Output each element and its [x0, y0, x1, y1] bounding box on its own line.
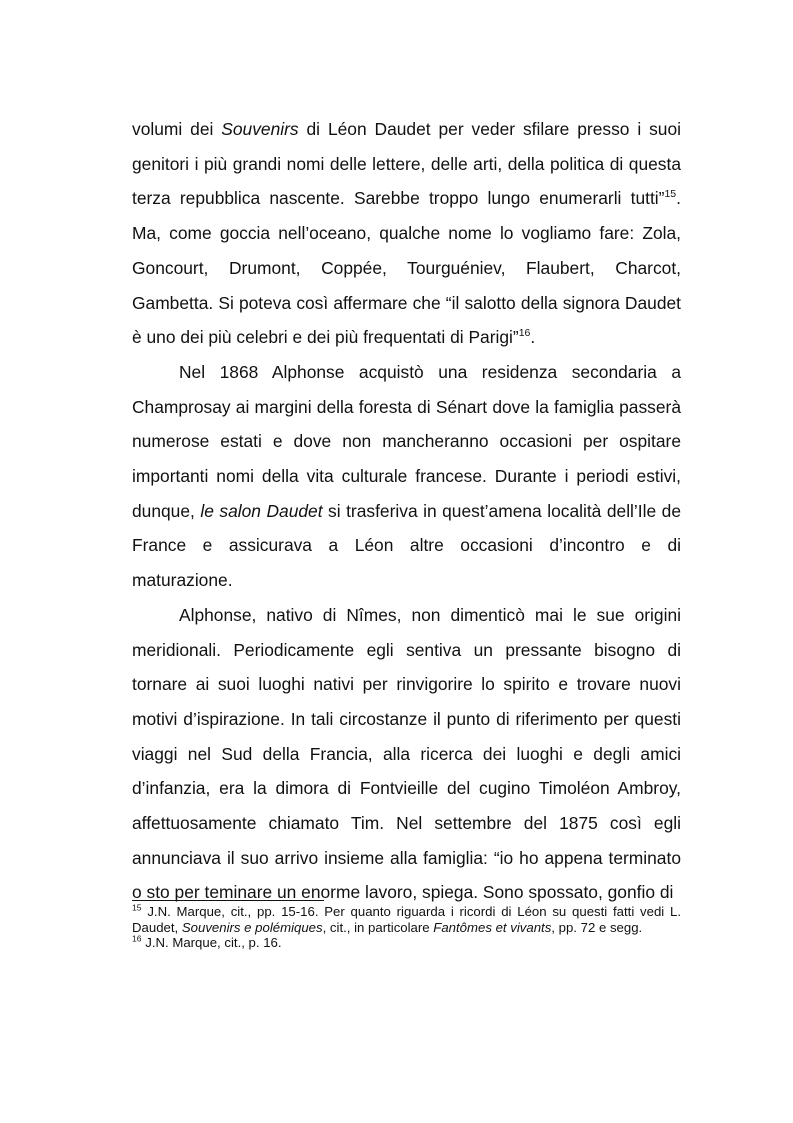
footnote-15 — [132, 904, 681, 935]
footnote-15-emphasis-1: Souvenirs e polémiques — [181, 919, 323, 935]
p2-text-b: si trasferiva in quest’amena località dell’Ile de France e assicurava a Léon altre occasioni d’incontro e di maturazione. — [132, 500, 681, 591]
paragraph-2 — [132, 355, 681, 598]
footnote-15-text-c: , pp. 72 e segg. — [551, 919, 643, 935]
p1-text-a: volumi dei — [132, 119, 222, 139]
footnote-separator — [132, 900, 324, 901]
paragraph-1 — [132, 112, 681, 355]
p2-text-a: Nel 1868 Alphonse acquistò una residenza secondaria a Champrosay ai margini della foresta di Sénart dove la famiglia passerà numerose estati e dove non mancheranno occasioni per ospitare importanti nomi della vita culturale francese. Durante i periodi estivi, dunque, — [132, 361, 681, 521]
p1-text-b: di Léon Daudet per veder sfilare presso i suoi genitori i più grandi nomi delle lettere, delle arti, della politica di questa terza repubblica nascente. Sarebbe troppo lungo enumerarli tutti” — [132, 119, 681, 209]
footnote-ref-15[interactable]: 15 — [664, 188, 677, 201]
footnote-15-text-b: , cit., in particolare — [322, 919, 434, 935]
p2-emphasis-salon: le salon Daudet — [200, 500, 323, 521]
footnote-number-15: 15 — [132, 902, 142, 913]
footnote-15-text-a: J.N. Marque, cit., pp. 15-16. Per quanto riguarda i ricordi di Léon su questi fatti vedi L. Daudet, — [132, 904, 681, 935]
footnote-number-16: 16 — [132, 933, 142, 944]
footnote-16 — [132, 935, 681, 951]
footnote-15-emphasis-2: Fantômes et vivants — [433, 919, 552, 935]
footnotes — [132, 904, 681, 951]
p1-text-d: . — [530, 327, 536, 348]
p1-text-c: . Ma, come goccia nell’oceano, qualche nome lo vogliamo fare: Zola, Goncourt, Drumont, Coppée, Tourguéniev, Flaubert, Charcot, Gambetta. Si poteva così affermare che “il salotto della signora Daudet è uno dei più celebri e dei più frequentati di Parigi” — [132, 188, 681, 348]
footnote-ref-16[interactable]: 16 — [518, 327, 531, 340]
p3-text: Alphonse, nativo di Nîmes, non dimenticò mai le sue origini meridionali. Periodicamente egli sentiva un pressante bisogno di tornare ai suoi luoghi nativi per rinvigorire lo spirito e trovare nuovi motivi d’ispirazione. In tali circostanze il punto di riferimento per questi viaggi nel Sud della Francia, alla ricerca dei luoghi e degli amici d’infanzia, era la dimora di Fontvieille del cugino Timoléon Ambroy, affettuosamente chiamato Tim. Nel settembre del 1875 così egli annunciava il suo arrivo insieme alla famiglia: “io ho appena terminato o sto per teminare un enorme lavoro, spiega. Sono spossato, gonfio di — [132, 604, 681, 903]
paragraph-3 — [132, 598, 681, 910]
p1-emphasis-souvenirs: Souvenirs — [221, 119, 299, 139]
footnote-16-text-a: J.N. Marque, cit., p. 16. — [141, 935, 282, 951]
document-body — [132, 112, 681, 910]
